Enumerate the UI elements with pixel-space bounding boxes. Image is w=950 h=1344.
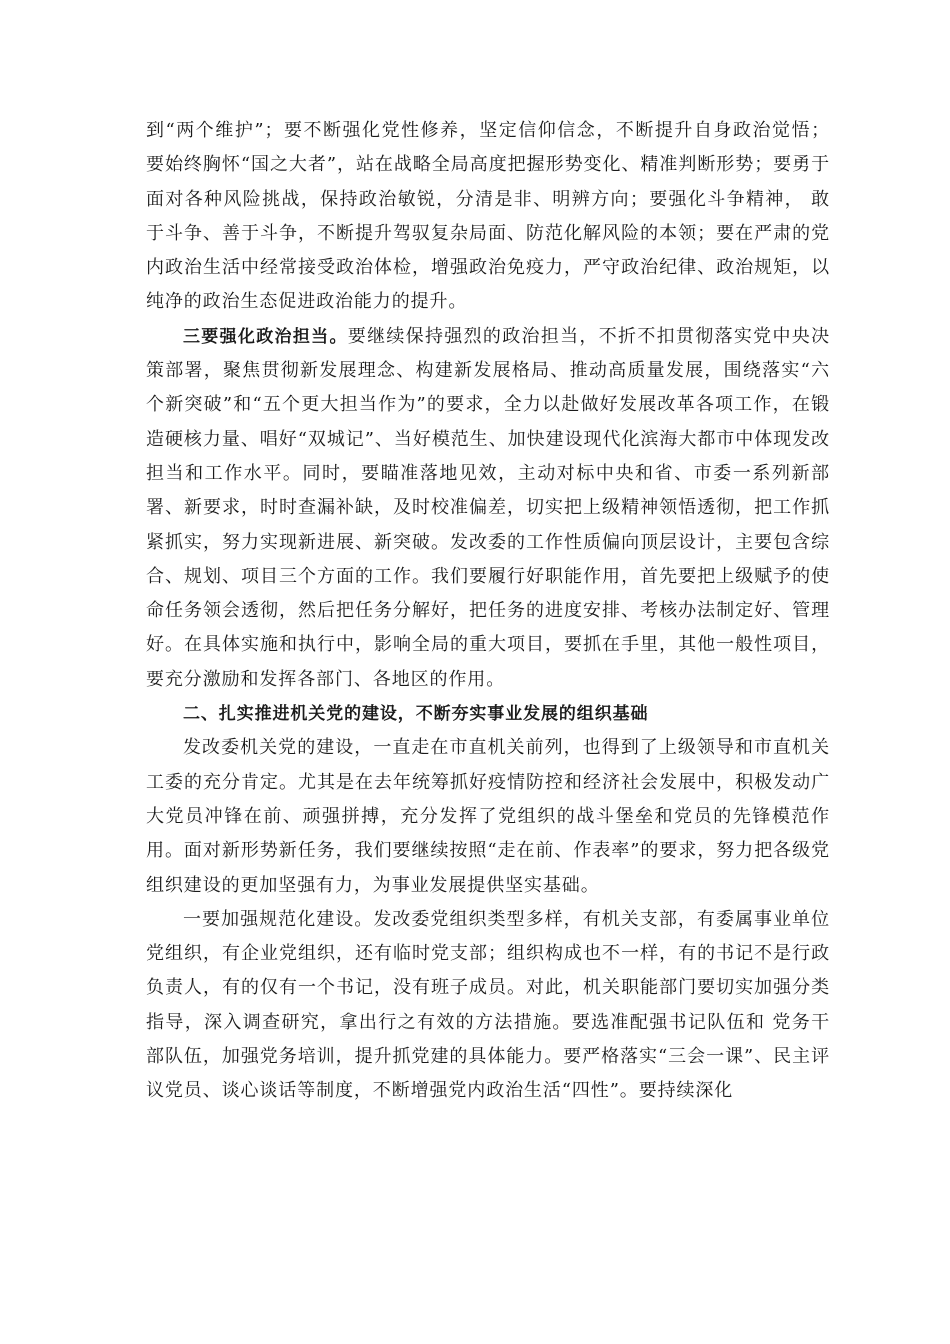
paragraph-lead-heading: 三要强化政治担当。 [183,326,348,347]
paragraph-political-responsibility [146,320,830,697]
section-heading: 二、扎实推进机关党的建设，不断夯实事业发展的组织基础 [183,704,649,725]
paragraph-body: 要继续保持强烈的政治担当，不折不扣贯彻落实党中央决策部署，聚焦贯彻新发展理念、构建新发展格局、推动高质量发展，围绕落实“六个新突破”和“五个更大担当作为”的要求，全力以赴做好发展改革各项工作，在锻造硬核力量、唱好“双城记”、当好模范生、加快建设现代化滨海大都市中体现发改担当和工作水平。同时，要瞄准落地见效，主动对标中央和省、市委一系列新部署、新要求，时时查漏补缺，及时校准偏差，切实把上级精神领悟透彻，把工作抓紧抓实，努力实现新进展、新突破。发改委的工作性质偏向顶层设计，主要包含综合、规划、项目三个方面的工作。我们要履行好职能作用，首先要把上级赋予的使命任务领会透彻，然后把任务分解好，把任务的进度安排、考核办法制定好、管理好。在具体实施和执行中，影响全局的重大项目，要抓在手里，其他一般性项目，要充分激励和发挥各部门、各地区的作用。 [146,325,831,690]
paragraph-party-building: 发改委机关党的建设，一直走在市直机关前列，也得到了上级领导和市直机关工委的充分肯定。尤其是在去年统筹抓好疫情防控和经济社会发展中，积极发动广大党员冲锋在前、顽强拼搏，充分发挥了党组织的战斗堡垒和党员的先锋模范作用。面对新形势新任务，我们要继续按照“走在前、作表率”的要求，努力把各级党组织建设的更加坚强有力，为事业发展提供坚实基础。 [146,737,830,896]
paragraph-continuation: 到“两个维护”；要不断强化党性修养，坚定信仰信念，不断提升自身政治觉悟； 要始终胸怀“国之大者”，站在战略全局高度把握形势变化、精准判断形势；要勇于面对各种风险挑战，保持政治敏锐，分清是非、明辨方向；要强化斗争精神， 敢于斗争、善于斗争，不断提升驾驭复杂局面、防范化解风险的本领；要在严肃的党内政治生活中经常接受政治体检，增强政治免疫力，严守政治纪律、政治规矩，以纯净的政治生态促进政治能力的提升。 [146,120,830,313]
document-body [146,114,830,1109]
paragraph-standardization: 一要加强规范化建设。发改委党组织类型多样，有机关支部，有委属事业单位党组织，有企业党组织，还有临时党支部；组织构成也不一样，有的书记不是行政负责人，有的仅有一个书记，没有班子成员。对此，机关职能部门要切实加强分类指导，深入调查研究，拿出行之有效的方法措施。要选准配强书记队伍和 党务干部队伍，加强党务培训，提升抓党建的具体能力。要严格落实“三会一课”、民主评议党员、谈心谈话等制度，不断增强党内政治生活“四性”。要持续深化 [146,908,830,1102]
